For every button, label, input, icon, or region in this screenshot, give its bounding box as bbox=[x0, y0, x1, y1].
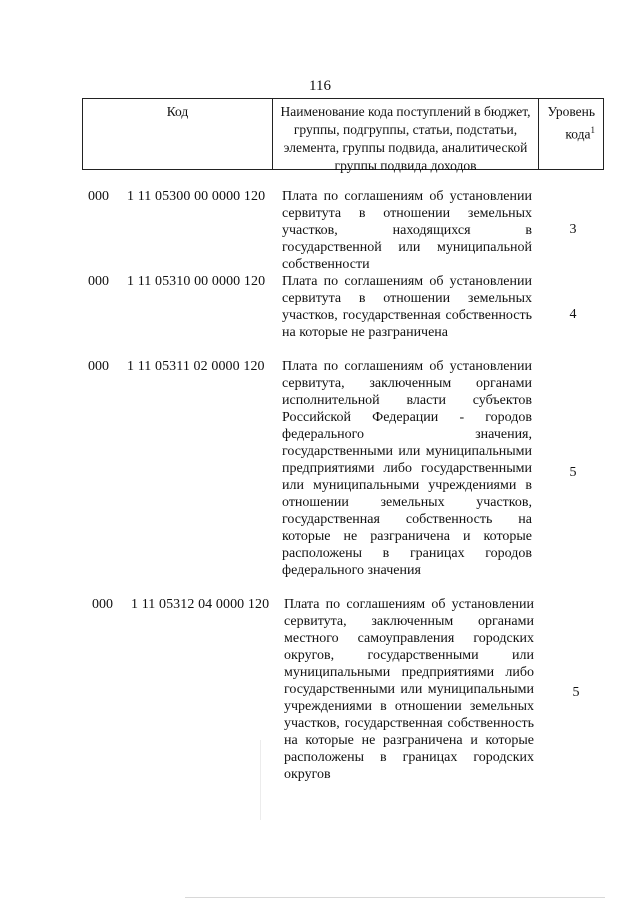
header-level-footnote: 1 bbox=[590, 125, 595, 135]
table-header bbox=[82, 98, 604, 173]
page-number: 116 bbox=[309, 78, 331, 94]
row-name: Плата по соглашениям об установлении сервитута в отношении земельных участков, государственная собственность на которые не разграничена bbox=[282, 274, 532, 340]
row-prefix: 000 bbox=[92, 597, 113, 612]
header-level bbox=[539, 99, 603, 169]
row-code: 1 11 05300 00 0000 120 bbox=[127, 189, 266, 204]
row-name: Плата по соглашениям об установлении сервитута, заключенным органами исполнительной власти субъектов Российской Федерации - городов федерального значения, государственными или муниципальными предприятиями либо государственными или муниципальными учреждениями в отношении земельных участков, государственная собственность на которые не разграничена и которые расположены в границах городов федерального значения bbox=[282, 359, 532, 578]
row-prefix: 000 bbox=[88, 189, 109, 204]
scan-edge bbox=[185, 897, 605, 898]
row-code: 1 11 05312 04 0000 120 bbox=[131, 597, 270, 612]
row-name: Плата по соглашениям об установлении сервитута в отношении земельных участков, находящихся в государственной или муниципальной собственности bbox=[282, 189, 532, 272]
header-level-label: Уровень кода bbox=[547, 104, 595, 142]
header-code: Код bbox=[83, 99, 273, 169]
header-name: Наименование кода поступлений в бюджет, группы, подгруппы, статьи, подстатьи, элемента, группы подвида, аналитической группы подвида доходов bbox=[273, 99, 539, 169]
row-level: 5 bbox=[569, 465, 577, 480]
row-level: 3 bbox=[569, 222, 577, 237]
row-code: 1 11 05310 00 0000 120 bbox=[127, 274, 266, 289]
row-code: 1 11 05311 02 0000 120 bbox=[127, 359, 265, 374]
row-prefix: 000 bbox=[88, 274, 109, 289]
row-level: 5 bbox=[572, 685, 580, 700]
row-name: Плата по соглашениям об установлении сервитута, заключенным органами местного самоуправления городских округов, государственными или муниципальными предприятиями либо государственными или муниципальными учреждениями в отношении земельных участков, государственная собственность на которые не разграничена и которые расположены в границах городских округов bbox=[284, 597, 534, 782]
row-level: 4 bbox=[569, 307, 577, 322]
scan-artifact bbox=[260, 740, 261, 820]
row-prefix: 000 bbox=[88, 359, 109, 374]
